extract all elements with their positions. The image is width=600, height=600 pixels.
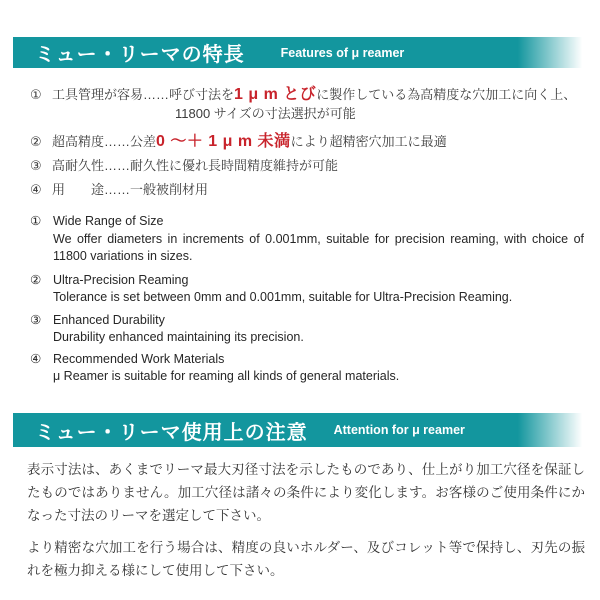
feature-ja-item xyxy=(30,155,586,176)
feature-en-text xyxy=(53,272,584,307)
attention-title-en: Attention for μ reamer xyxy=(333,423,465,437)
feature-en-text xyxy=(53,351,584,386)
feature-en-item xyxy=(30,272,584,307)
feature-text-pre: 超高精度……公差 xyxy=(52,134,157,149)
feature-text xyxy=(52,131,586,152)
feature-text xyxy=(52,84,586,123)
feature-en-title: Recommended Work Materials xyxy=(53,351,225,366)
feature-text-line2: 11800 サイズの寸法選択が可能 xyxy=(175,106,356,121)
feature-text-post: により超精密穴加工に最適 xyxy=(290,134,447,149)
feature-en-body: Durability enhanced maintaining its precision. xyxy=(53,330,304,344)
feature-text: 用 途……一般被削材用 xyxy=(52,182,209,197)
feature-highlight: 1 μ m とび xyxy=(234,86,317,103)
item-number: ④ xyxy=(30,182,42,197)
feature-highlight: 0 ～＋ 1 μ m 未満 xyxy=(156,133,291,150)
item-number: ② xyxy=(30,134,42,149)
item-number: ③ xyxy=(30,312,42,327)
item-number: ① xyxy=(30,214,42,228)
feature-en-body: Tolerance is set between 0mm and 0.001mm, suitable for Ultra-Precision Reaming. xyxy=(53,290,513,304)
feature-en-title: Enhanced Durability xyxy=(53,312,165,327)
attention-title-ja: ミュー・リーマ使用上の注意 xyxy=(35,421,308,444)
item-number: ① xyxy=(30,87,42,102)
feature-en-item xyxy=(30,213,584,266)
feature-ja-item xyxy=(30,179,586,200)
feature-en-title: Wide Range of Size xyxy=(53,214,164,228)
feature-text-pre: 工具管理が容易……呼び寸法を xyxy=(52,87,235,102)
attention-paragraph: より精密な穴加工を行う場合は、精度の良いホルダー、及びコレット等で保持し、刃先の振れを極力抑える様にして使用して下さい。 xyxy=(27,540,585,578)
features-title-en: Features of μ reamer xyxy=(280,45,405,60)
feature-ja-item xyxy=(30,84,586,123)
feature-en-item xyxy=(30,312,584,347)
item-number: ③ xyxy=(30,158,42,173)
features-ja-list xyxy=(30,84,586,200)
item-number: ② xyxy=(30,272,42,287)
feature-en-body: μ Reamer is suitable for reaming all kinds of general materials. xyxy=(53,369,400,383)
feature-text: 高耐久性……耐久性に優れ長時間精度維持が可能 xyxy=(52,158,339,173)
item-number: ④ xyxy=(30,351,42,366)
attention-notes xyxy=(27,458,585,591)
attention-paragraph: 表示寸法は、あくまでリーマ最大刃径寸法を示したものであり、仕上がり加工穴径を保証したものではありません。加工穴径は諸々の条件により変化します。お客様のご使用条件にかなった寸法のリーマを選定して下さい。 xyxy=(27,462,585,523)
attention-header-band xyxy=(13,413,600,447)
feature-text-post: に製作している為高精度な穴加工に向く上、 xyxy=(316,87,577,102)
feature-ja-item xyxy=(30,131,586,152)
feature-en-item xyxy=(30,351,584,386)
feature-en-text xyxy=(53,312,584,347)
features-title-ja: ミュー・リーマの特長 xyxy=(35,44,245,66)
feature-en-body: We offer diameters in increments of 0.001mm, suitable for precision reaming, with choice of 11800 variations in sizes. xyxy=(53,231,584,263)
feature-en-title: Ultra-Precision Reaming xyxy=(53,272,189,287)
features-en-list xyxy=(30,213,584,386)
features-header-band xyxy=(13,37,600,68)
feature-en-text xyxy=(53,213,584,266)
